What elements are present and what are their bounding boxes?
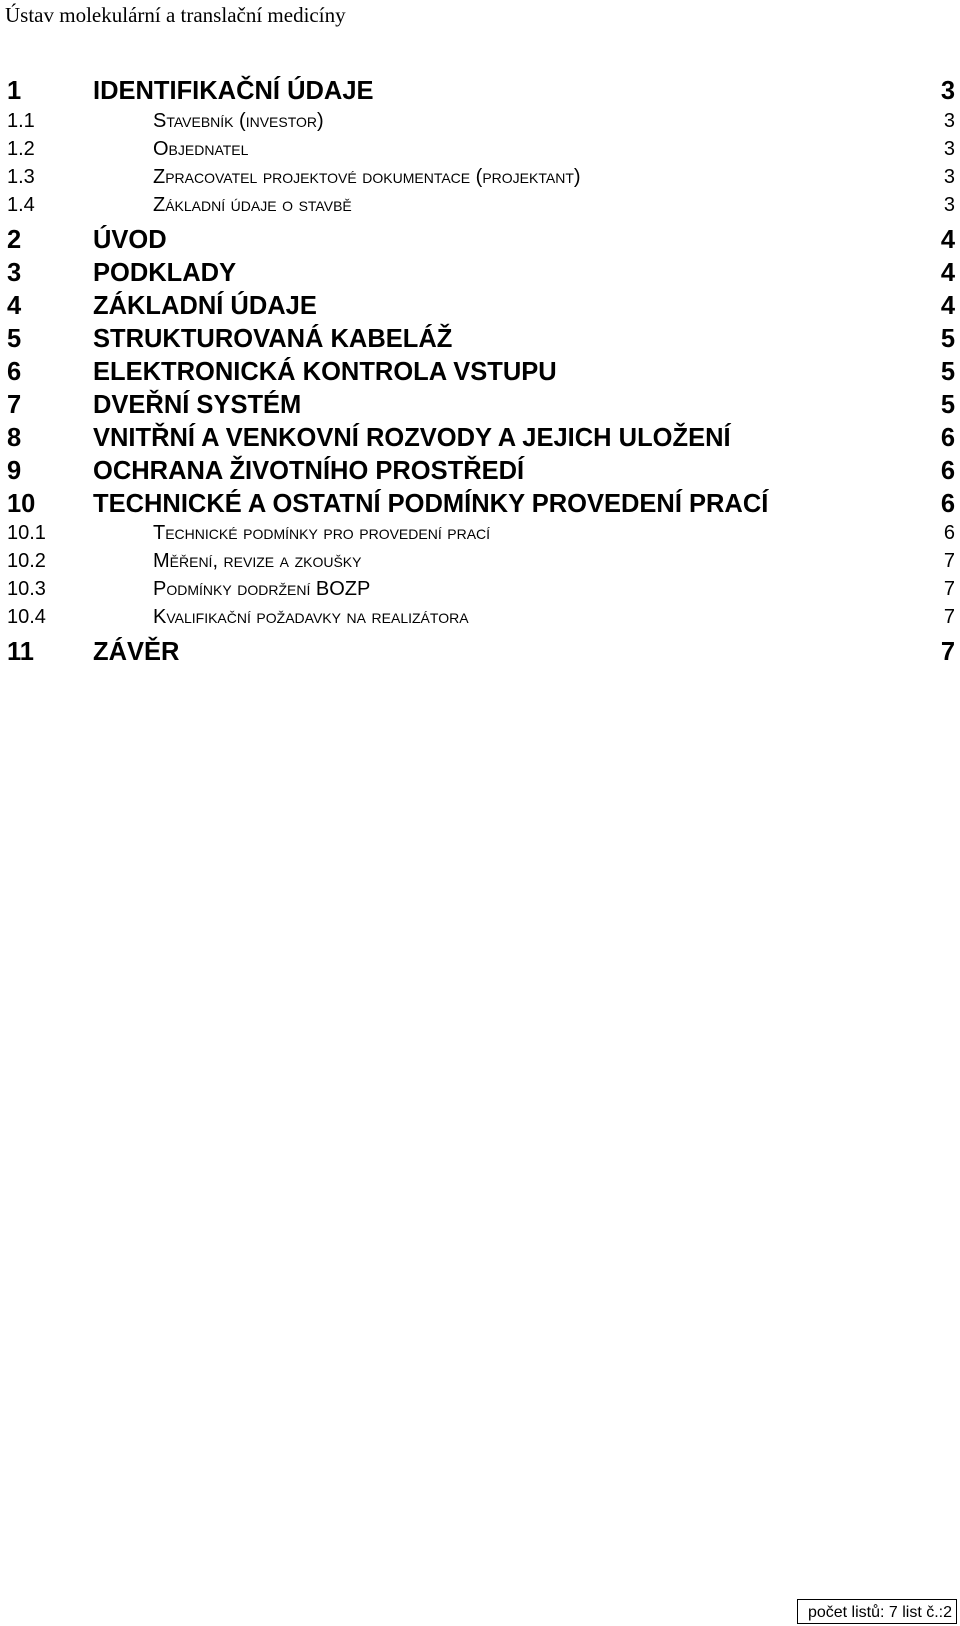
toc-entry-page: 5 (940, 391, 955, 419)
toc-entry-number: 6 (7, 358, 22, 386)
toc-entry-title: Měření, revize a zkoušky (153, 550, 362, 572)
toc-entry-page: 6 (940, 457, 955, 485)
toc-entry-page: 6 (940, 490, 955, 518)
toc-entry-page: 3 (943, 110, 955, 132)
toc-entry-11[interactable] (7, 637, 955, 667)
toc-entry-7[interactable] (7, 390, 955, 420)
toc-entry-title: ZÁVĚR (93, 638, 180, 666)
toc-entry-title: Základní údaje o stavbě (153, 194, 352, 216)
toc-entry-page: 4 (940, 226, 955, 254)
toc-entry-number: 1.2 (7, 138, 35, 160)
toc-entry-title: ELEKTRONICKÁ KONTROLA VSTUPU (93, 358, 557, 386)
toc-entry-6[interactable] (7, 357, 955, 387)
toc-entry-1-1[interactable] (7, 109, 955, 133)
toc-entry-page: 3 (943, 166, 955, 188)
toc-entry-number: 10.3 (7, 578, 46, 600)
toc-entry-page: 3 (943, 138, 955, 160)
toc-entry-page: 7 (940, 638, 955, 666)
toc-entry-number: 7 (7, 391, 22, 419)
toc-entry-title: Podmínky dodržení BOZP (153, 578, 371, 600)
toc-entry-title: PODKLADY (93, 259, 237, 287)
toc-entry-page: 5 (940, 325, 955, 353)
toc-entry-number: 2 (7, 226, 22, 254)
toc-entry-number: 5 (7, 325, 22, 353)
toc-entry-number: 11 (7, 638, 34, 666)
toc-entry-number: 1.1 (7, 110, 35, 132)
toc-entry-number: 3 (7, 259, 22, 287)
toc-entry-title: VNITŘNÍ A VENKOVNÍ ROZVODY A JEJICH ULOŽENÍ (93, 424, 731, 452)
toc-entry-title: DVEŘNÍ SYSTÉM (93, 391, 302, 419)
toc-entry-number: 10 (7, 490, 36, 518)
toc-entry-page: 3 (943, 194, 955, 216)
toc-entry-number: 4 (7, 292, 22, 320)
toc-entry-3[interactable] (7, 258, 955, 288)
toc-entry-number: 10.2 (7, 550, 46, 572)
toc-entry-number: 10.4 (7, 606, 46, 628)
toc-entry-title: ZÁKLADNÍ ÚDAJE (93, 292, 317, 320)
sheet-count-box: počet listů: 7 list č.:2 (797, 1599, 957, 1624)
toc-entry-1-4[interactable] (7, 193, 955, 217)
toc-entry-page: 3 (940, 77, 955, 105)
toc-entry-page: 7 (943, 578, 955, 600)
toc-entry-number: 1.3 (7, 166, 35, 188)
toc-entry-page: 7 (943, 606, 955, 628)
toc-entry-title: Zpracovatel projektové dokumentace (projektant) (153, 166, 581, 188)
toc-entry-title: Technické podmínky pro provedení prací (153, 522, 491, 544)
toc-entry-10-4[interactable] (7, 605, 955, 629)
toc-entry-number: 1.4 (7, 194, 35, 216)
toc-entry-number: 10.1 (7, 522, 46, 544)
toc-entry-title: IDENTIFIKAČNÍ ÚDAJE (93, 77, 374, 105)
toc-entry-page: 7 (943, 550, 955, 572)
toc-entry-1[interactable] (7, 76, 955, 106)
toc-entry-page: 4 (940, 259, 955, 287)
toc-entry-title: Stavebník (investor) (153, 110, 324, 132)
toc-entry-10-2[interactable] (7, 549, 955, 573)
toc-entry-page: 6 (940, 424, 955, 452)
toc-entry-1-3[interactable] (7, 165, 955, 189)
toc-entry-title: STRUKTUROVANÁ KABELÁŽ (93, 325, 453, 353)
toc-entry-title: TECHNICKÉ A OSTATNÍ PODMÍNKY PROVEDENÍ PRACÍ (93, 490, 769, 518)
toc-entry-9[interactable] (7, 456, 955, 486)
toc-entry-title: ÚVOD (93, 226, 167, 254)
toc-entry-title: OCHRANA ŽIVOTNÍHO PROSTŘEDÍ (93, 457, 525, 485)
toc-entry-number: 1 (7, 77, 22, 105)
toc-entry-page: 4 (940, 292, 955, 320)
toc-entry-page: 5 (940, 358, 955, 386)
toc-entry-4[interactable] (7, 291, 955, 321)
toc-entry-8[interactable] (7, 423, 955, 453)
toc-entry-number: 9 (7, 457, 22, 485)
toc-entry-10-3[interactable] (7, 577, 955, 601)
toc-entry-page: 6 (943, 522, 955, 544)
table-of-contents (0, 0, 960, 700)
document-header: Ústav molekulární a translační medicíny (5, 3, 346, 27)
toc-entry-2[interactable] (7, 225, 955, 255)
toc-entry-number: 8 (7, 424, 22, 452)
toc-entry-10[interactable] (7, 489, 955, 519)
toc-entry-10-1[interactable] (7, 521, 955, 545)
toc-entry-1-2[interactable] (7, 137, 955, 161)
toc-entry-title: Objednatel (153, 138, 249, 160)
toc-entry-title: Kvalifikační požadavky na realizátora (153, 606, 469, 628)
toc-entry-5[interactable] (7, 324, 955, 354)
